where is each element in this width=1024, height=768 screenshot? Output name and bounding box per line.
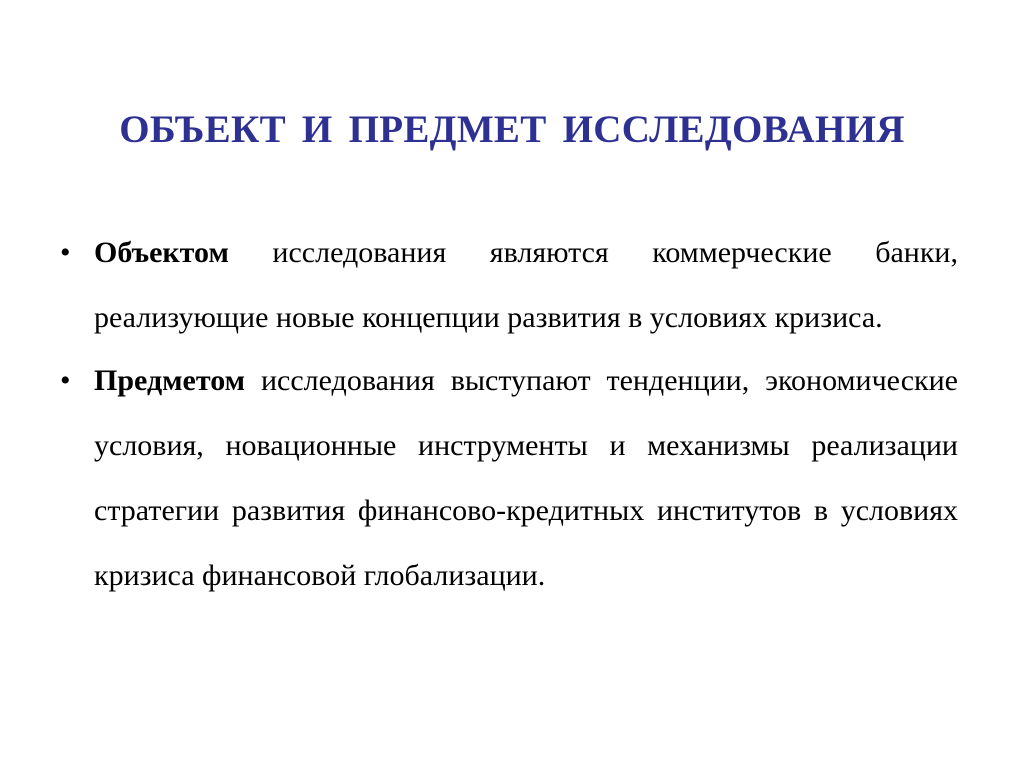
bullet-text: исследования выступают тенденции, экономические условия, новационные инструменты и механизмы реализации стратегии развития финансово-кредитных институтов в условиях кризиса финансовой глобализации. — [94, 364, 958, 592]
bullet-text: исследования являются коммерческие банки, реализующие новые концепции развития в условиях кризиса. — [94, 236, 958, 334]
bullet-marker: • — [60, 236, 71, 269]
bullet-item-subject — [60, 348, 958, 608]
bullet-lead-term: Предметом — [94, 364, 246, 397]
bullet-lead-term: Объектом — [94, 236, 229, 269]
slide-title: ОБЪЕКТ И ПРЕДМЕТ ИССЛЕДОВАНИЯ — [119, 108, 905, 151]
bullet-list — [60, 220, 958, 608]
bullet-item-object — [60, 220, 958, 350]
bullet-marker: • — [60, 364, 71, 397]
